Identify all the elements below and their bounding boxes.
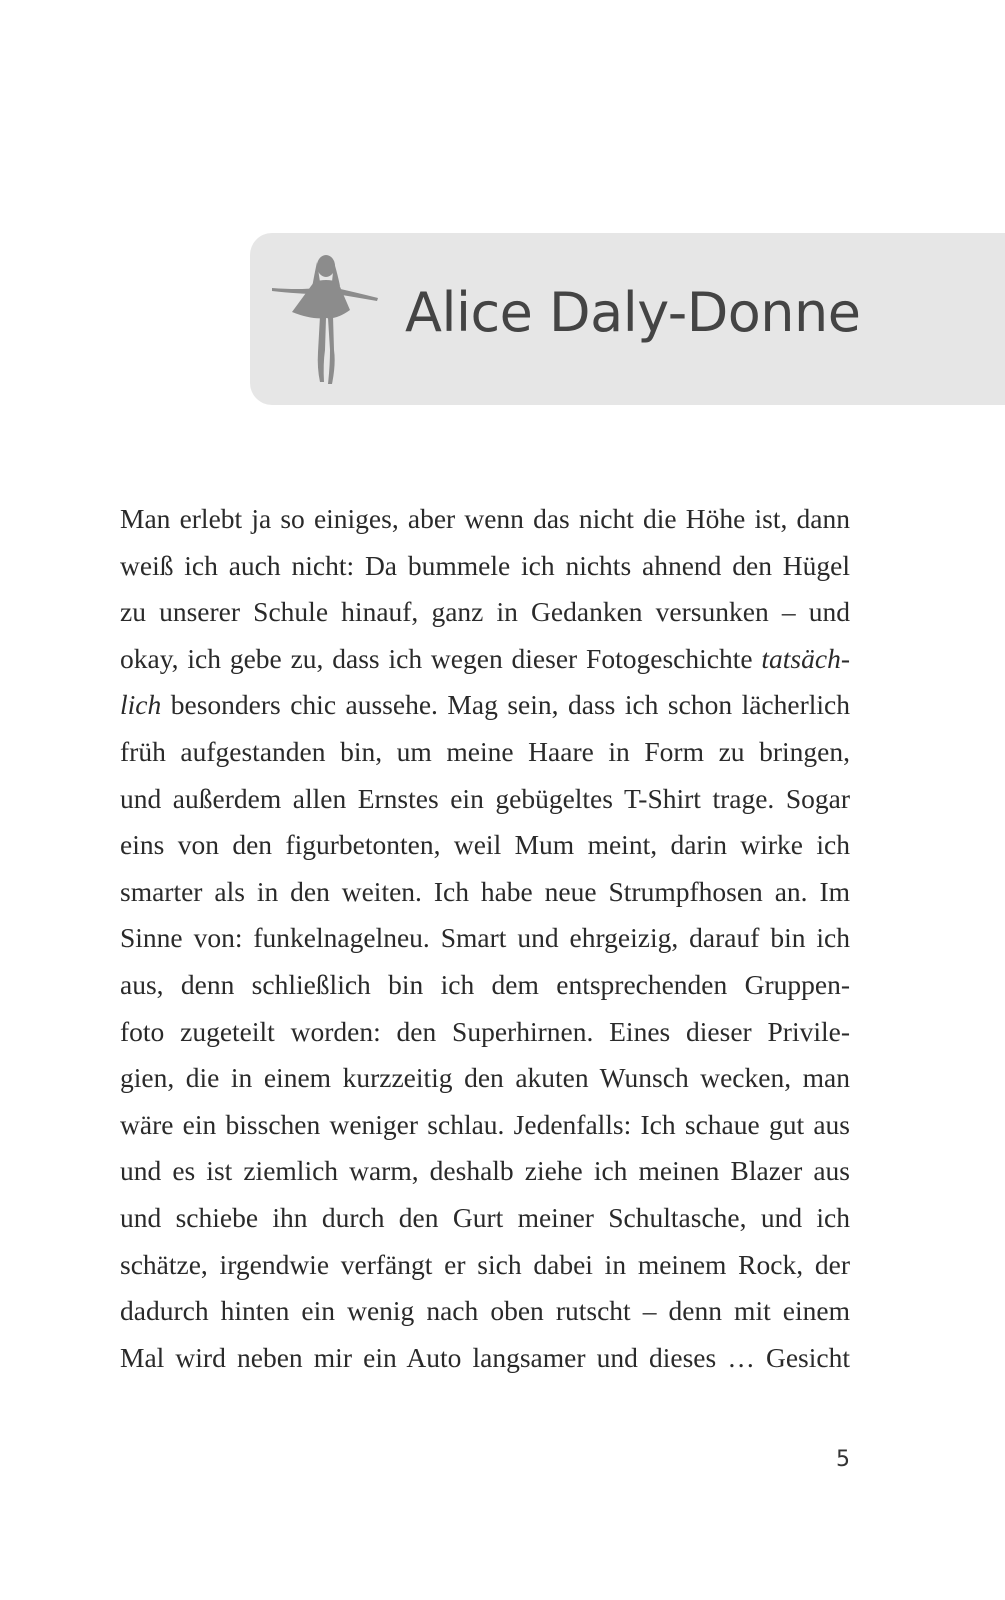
- text-line: eins von den figurbetonten, weil Mum meint, darin wirke ich: [120, 829, 850, 861]
- text-line: und außerdem allen Ernstes ein gebügeltes T-Shirt trage. Sogar: [120, 782, 850, 814]
- text-line: weiß ich auch nicht: Da bummele ich nichts ahnend den Hügel: [120, 549, 850, 581]
- italic-word: lich: [120, 689, 162, 721]
- page-number: 5: [836, 1447, 850, 1472]
- chapter-title: Alice Daly-Donne: [405, 281, 861, 344]
- italic-word: tatsäch-: [761, 642, 851, 674]
- text-line: [120, 636, 850, 683]
- text-line: aus, denn schließlich bin ich dem entsprechenden Gruppen-: [120, 968, 850, 1000]
- text-line: und es ist ziemlich warm, deshalb ziehe ich meinen Blazer aus: [120, 1155, 850, 1187]
- text-line: foto zugeteilt worden: den Superhirnen. Eines dieser Privile-: [120, 1015, 850, 1047]
- text-line: früh aufgestanden bin, um meine Haare in Form zu bringen,: [120, 735, 850, 767]
- text-line: Man erlebt ja so einiges, aber wenn das nicht die Höhe ist, dann: [120, 503, 850, 534]
- text-line: Mal wird neben mir ein Auto langsamer und dieses … Gesicht: [120, 1341, 850, 1373]
- text-line-part: besonders chic aussehe. Mag sein, dass ich schon lächerlich: [170, 689, 850, 721]
- text-line-part: okay, ich gebe zu, dass ich wegen dieser Fotogeschichte: [120, 642, 753, 674]
- text-line: und schiebe ihn durch den Gurt meiner Schultasche, und ich: [120, 1201, 850, 1233]
- text-line: Sinne von: funkelnagelneu. Smart und ehrgeizig, darauf bin ich: [120, 922, 850, 954]
- text-line: zu unserer Schule hinauf, ganz in Gedanken versunken – und: [120, 596, 850, 628]
- text-line: smarter als in den weiten. Ich habe neue Strumpfhosen an. Im: [120, 875, 850, 907]
- text-line: gien, die in einem kurzzeitig den akuten Wunsch wecken, man: [120, 1062, 850, 1094]
- text-line: wäre ein bisschen weniger schlau. Jedenfalls: Ich schaue gut aus: [120, 1108, 850, 1140]
- body-text: [120, 496, 850, 1381]
- text-line: dadurch hinten ein wenig nach oben rutscht – denn mit einem: [120, 1295, 850, 1327]
- text-line: schätze, irgendwie verfängt er sich dabei in meinem Rock, der: [120, 1248, 850, 1280]
- dancing-girl-silhouette-icon: [270, 252, 388, 388]
- text-line: [120, 682, 850, 729]
